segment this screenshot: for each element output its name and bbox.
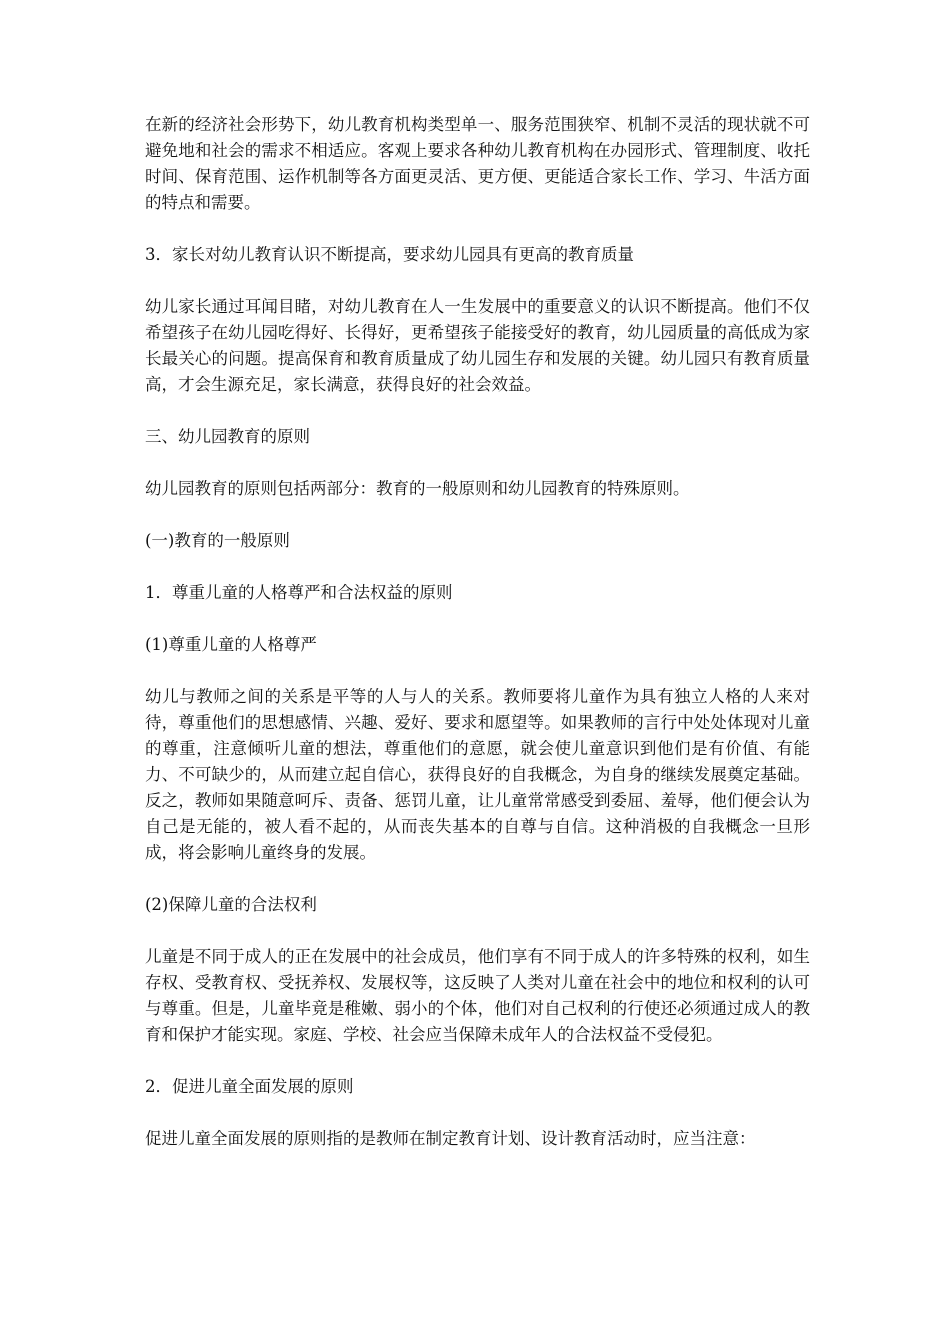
- heading-parents-quality: 3．家长对幼儿教育认识不断提高，要求幼儿园具有更高的教育质量: [145, 245, 634, 264]
- paragraph-parents-awareness: 幼儿家长通过耳闻目睹，对幼儿教育在人一生发展中的重要意义的认识不断提高。他们不仅希望孩子在幼儿园吃得好、长得好，更希望孩子能接受好的教育，幼儿园质量的高低成为家长最关心的问题。提高保育和教育质量成了幼儿园生存和发展的关键。幼儿园只有教育质量高，才会生源充足，家长满意，获得良好的社会效益。: [145, 297, 810, 394]
- paragraph-principles-intro: 幼儿园教育的原则包括两部分：教育的一般原则和幼儿园教育的特殊原则。: [145, 479, 690, 498]
- heading-protect-rights: (2)保障儿童的合法权利: [145, 895, 317, 914]
- document-body: [145, 112, 810, 1178]
- paragraph-children-rights: 儿童是不同于成人的正在发展中的社会成员，他们享有不同于成人的许多特殊的权利，如生存权、受教育权、受抚养权、发展权等，这反映了人类对儿童在社会中的地位和权利的认可与尊重。但是，儿童毕竟是稚嫩、弱小的个体，他们对自己权利的行使还必须通过成人的教育和保护才能实现。家庭、学校、社会应当保障未成年人的合法权益不受侵犯。: [145, 947, 810, 1044]
- section-heading-principles: 三、幼儿园教育的原则: [145, 427, 310, 446]
- heading-respect-dignity: (1)尊重儿童的人格尊严: [145, 635, 317, 654]
- paragraph-all-round-development: 促进儿童全面发展的原则指的是教师在制定教育计划、设计教育活动时，应当注意：: [145, 1129, 756, 1148]
- paragraph-institution-flexibility: 在新的经济社会形势下，幼儿教育机构类型单一、服务范围狭窄、机制不灵活的现状就不可避免地和社会的需求不相适应。客观上要求各种幼儿教育机构在办园形式、管理制度、收托时间、保育范围、运作机制等各方面更灵活、更方便、更能适合家长工作、学习、牛活方面的特点和需要。: [145, 115, 810, 212]
- paragraph-teacher-child-relationship: 幼儿与教师之间的关系是平等的人与人的关系。教师要将儿童作为具有独立人格的人来对待，尊重他们的思想感情、兴趣、爱好、要求和愿望等。如果教师的言行中处处体现对儿童的尊重，注意倾听儿童的想法，尊重他们的意愿，就会使儿童意识到他们是有价值、有能力、不可缺少的，从而建立起自信心，获得良好的自我概念，为自身的继续发展奠定基础。反之，教师如果随意呵斥、责备、惩罚儿童，让儿童常常感受到委屈、羞辱，他们便会认为自己是无能的，被人看不起的，从而丧失基本的自尊与自信。这种消极的自我概念一旦形成，将会影响儿童终身的发展。: [145, 687, 810, 862]
- subsection-heading-general-principles: (一)教育的一般原则: [145, 531, 290, 550]
- heading-respect-dignity-rights: 1．尊重儿童的人格尊严和合法权益的原则: [145, 583, 453, 602]
- heading-all-round-development: 2．促进儿童全面发展的原则: [145, 1077, 354, 1096]
